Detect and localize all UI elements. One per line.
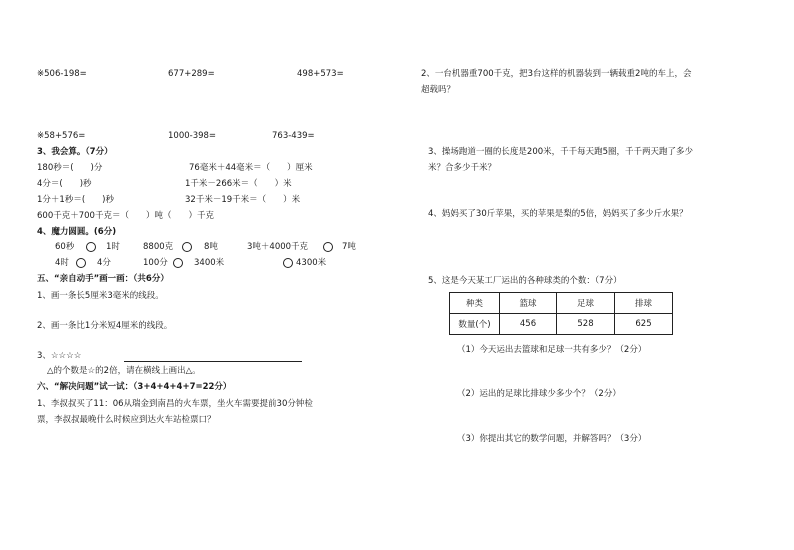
compare-item: 7吨 xyxy=(342,242,356,252)
calc-item: ※506-198= xyxy=(37,69,87,79)
question-3: 3、操场跑道一圈的长度是200米，千千每天跑5圈，千千两天跑了多少 xyxy=(428,147,694,157)
compare-item: 8吨 xyxy=(204,242,218,252)
table-header: 篮球 xyxy=(500,293,557,314)
compare-circle[interactable] xyxy=(173,258,183,268)
question-2: 2、一台机器重700千克，把3台这样的机器装到一辆载重2吨的车上，会 xyxy=(421,69,692,79)
table-header: 种类 xyxy=(450,293,500,314)
table-header: 足球 xyxy=(557,293,615,314)
question-1: 1、李叔叔买了11：06从瑞金到南昌的火车票，坐火车需要提前30分钟检 xyxy=(37,399,313,409)
calc-item: 677+289= xyxy=(168,69,215,79)
compare-item: 3400米 xyxy=(194,258,225,268)
ball-count-table xyxy=(449,292,673,335)
calc-item: ※58+576= xyxy=(37,131,86,141)
compare-item: 60秒 xyxy=(55,242,75,252)
compare-item: 4300米 xyxy=(296,258,327,268)
table-row xyxy=(450,293,673,314)
table-row xyxy=(450,314,673,335)
compare-item: 100分 xyxy=(143,258,168,268)
compare-circle[interactable] xyxy=(86,242,96,252)
draw-task: 2、画一条比1分米短4厘米的线段。 xyxy=(37,321,173,331)
answer-line[interactable] xyxy=(124,361,302,362)
compare-circle[interactable] xyxy=(182,242,192,252)
table-cell: 528 xyxy=(557,314,615,335)
convert-item: 76毫米＋44毫米＝（ ）厘米 xyxy=(189,163,313,173)
question-1-cont: 票，李叔叔最晚什么时候应到达火车站检票口？ xyxy=(37,415,216,425)
calc-item: 1000-398= xyxy=(168,131,217,141)
table-header: 排球 xyxy=(615,293,673,314)
table-row-label: 数量(个) xyxy=(450,314,500,335)
compare-circle[interactable] xyxy=(283,258,293,268)
draw-task-desc: △的个数是☆的2倍，请在横线上画出△。 xyxy=(47,366,201,376)
section-3-title: 3、我会算。（7分） xyxy=(37,147,113,157)
sub-question-2: （2）运出的足球比排球少多少个？（2分） xyxy=(457,389,621,399)
question-3-cont: 米？合多少千米？ xyxy=(428,163,497,173)
compare-item: 4时 xyxy=(55,258,69,268)
table-cell: 625 xyxy=(615,314,673,335)
question-4: 4、妈妈买了30斤苹果，买的苹果是梨的5倍，妈妈买了多少斤水果？ xyxy=(428,209,688,219)
convert-item: 1分＋1秒＝( )秒 xyxy=(37,195,114,205)
section-4-title: 4、魔力圆圆。(6分) xyxy=(37,227,117,237)
convert-item: 600千克＋700千克＝（ ）吨（ ）千克 xyxy=(37,211,214,221)
question-5: 5、这是今天某工厂运出的各种球类的个数：（7分） xyxy=(428,276,622,286)
sub-question-3: （3）你提出其它的数学问题，并解答吗？（3分） xyxy=(457,434,647,444)
sub-question-1: （1）今天运出去篮球和足球一共有多少？（2分） xyxy=(457,345,647,355)
section-6-title: 六、“解决问题”试一试：（3+4+4+4+7=22分） xyxy=(37,382,232,392)
calc-item: 763-439= xyxy=(272,131,315,141)
question-2-cont: 超载吗？ xyxy=(421,85,456,95)
convert-item: 180秒＝( )分 xyxy=(37,163,103,173)
table-cell: 456 xyxy=(500,314,557,335)
draw-task: 1、画一条长5厘米3毫米的线段。 xyxy=(37,291,164,301)
convert-item: 4分＝( )秒 xyxy=(37,179,92,189)
compare-circle[interactable] xyxy=(76,258,86,268)
compare-item: 3吨＋4000千克 xyxy=(247,242,309,252)
compare-item: 8800克 xyxy=(143,242,174,252)
draw-task-stars: 3、☆☆☆☆ xyxy=(37,351,82,361)
compare-item: 4分 xyxy=(97,258,111,268)
compare-item: 1时 xyxy=(106,242,120,252)
compare-circle[interactable] xyxy=(323,242,333,252)
convert-item: 1千米－266米＝（ ）米 xyxy=(185,179,292,189)
section-5-title: 五、“亲自动手”画一画：（共6分） xyxy=(37,274,169,284)
calc-item: 498+573= xyxy=(297,69,344,79)
convert-item: 32千米－19千米＝（ ）米 xyxy=(185,195,301,205)
